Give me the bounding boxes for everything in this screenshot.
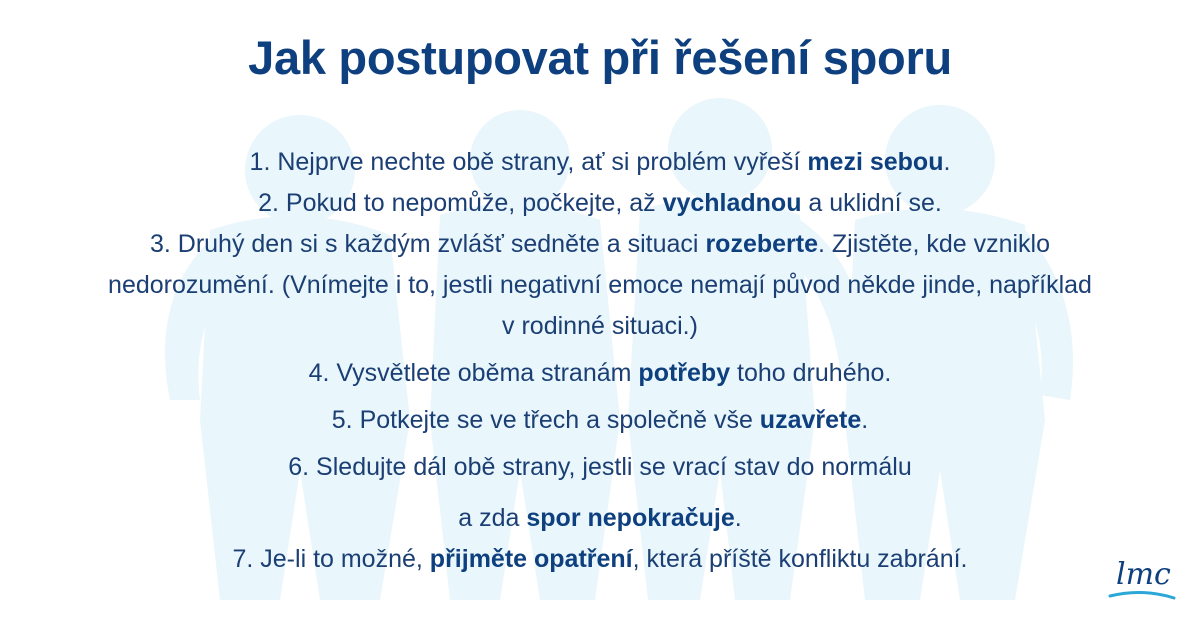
step-7-text: 7. Je-li to možné, <box>232 545 430 573</box>
step-4-end: toho druhého. <box>730 359 892 387</box>
step-3-end: . Zjistěte, kde vzniklo nedorozumění. (Vnímejte i to, jestli negativní emoce nemají původ někde jinde, například v rodinné situaci.) <box>108 230 1092 340</box>
step-5 <box>100 400 1100 441</box>
step-5-text: 5. Potkejte se ve třech a společně vše <box>331 406 760 434</box>
step-6-continued <box>100 498 1100 539</box>
step-6-text: 6. Sledujte dál obě strany, jestli se vrací stav do normálu <box>288 453 912 481</box>
step-2-text: 2. Pokud to nepomůže, počkejte, až <box>258 189 663 217</box>
steps-list <box>100 142 1100 580</box>
step-4-text: 4. Vysvětlete oběma stranám <box>308 359 639 387</box>
svg-text:lmc: lmc <box>1116 557 1171 592</box>
step-7-end: , která příště konfliktu zabrání. <box>632 545 968 573</box>
step-7 <box>100 539 1100 580</box>
step-2-highlight: vychladnou <box>662 189 802 217</box>
step-5-highlight: uzavřete <box>759 406 862 434</box>
step-5-end: . <box>861 406 869 434</box>
step-4 <box>100 353 1100 394</box>
step-3 <box>100 224 1100 347</box>
step-3-text: 3. Druhý den si s každým zvlášť sedněte a situaci <box>149 230 706 258</box>
step-4-highlight: potřeby <box>638 359 731 387</box>
page-title: Jak postupovat při řešení sporu <box>248 31 952 84</box>
step-7-highlight: přijměte opatření <box>429 545 633 573</box>
step-3-highlight: rozeberte <box>705 230 818 258</box>
step-1 <box>100 142 1100 183</box>
step-6b-highlight: spor nepokračuje <box>526 504 735 532</box>
step-1-text: 1. Nejprve nechte obě strany, ať si problém vyřeší <box>249 148 808 176</box>
step-2-end: a uklidní se. <box>801 189 942 217</box>
step-6b-end: . <box>734 504 742 532</box>
lmc-logo-icon <box>1106 548 1178 610</box>
step-6b-text: a zda <box>458 504 527 532</box>
step-6 <box>100 447 1100 488</box>
step-1-highlight: mezi sebou <box>807 148 944 176</box>
step-1-end: . <box>943 148 951 176</box>
step-2 <box>100 183 1100 224</box>
